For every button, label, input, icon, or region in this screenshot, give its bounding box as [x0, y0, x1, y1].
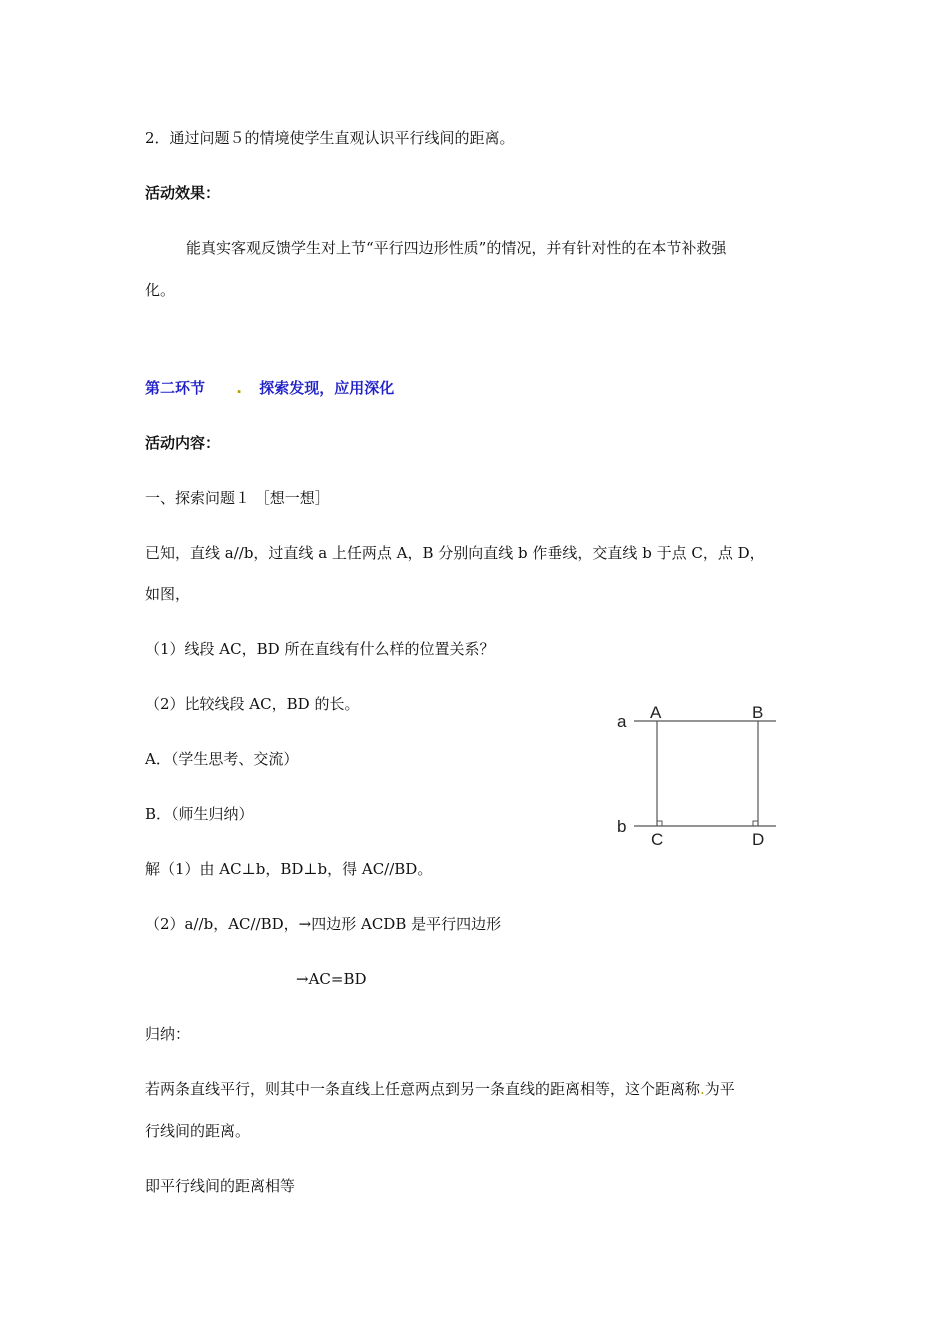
- summary-paragraph-line2: 行线间的距离。: [145, 1122, 251, 1140]
- intro-goal-2: 2．通过问题５的情境使学生直观认识平行线间的距离。: [145, 129, 515, 147]
- section2-dot: .: [236, 379, 242, 397]
- section2-title: 探索发现，应用深化: [259, 379, 395, 397]
- parallel-lines-figure: [610, 700, 790, 852]
- problem1-title: 一、探索问题１ ［想一想］: [145, 489, 330, 507]
- summary-text-a: 若两条直线平行，则其中一条直线上任意两点到另一条直线的距离相等，这个距离称: [145, 1080, 701, 1098]
- given-paragraph-line2: 如图，: [145, 585, 191, 603]
- activity-effect-heading: 活动效果：: [145, 184, 221, 202]
- summary-text-b: 为平: [704, 1080, 735, 1098]
- label-b-line: b: [617, 817, 627, 836]
- label-point-c: C: [651, 830, 664, 849]
- right-angle-d: [753, 821, 758, 826]
- label-point-a: A: [650, 703, 662, 722]
- summary-heading: 归纳：: [145, 1025, 191, 1043]
- section2-label: 第二环节: [145, 379, 206, 397]
- solution-2: （2）a//b，AC//BD，→四边形 ACDB 是平行四边形: [145, 915, 502, 933]
- label-point-b: B: [752, 703, 764, 722]
- section2-heading: [145, 378, 394, 398]
- solution-1: 解（1）由 AC⊥b，BD⊥b，得 AC//BD。: [145, 860, 433, 878]
- label-a-line: a: [617, 712, 627, 731]
- summary-paragraph-line1: [145, 1079, 735, 1099]
- solution-3: →AC=BD: [296, 970, 367, 988]
- summary-dot: .: [700, 1080, 705, 1098]
- summary-conclusion: 即平行线间的距离相等: [145, 1177, 296, 1195]
- label-point-d: D: [752, 830, 765, 849]
- activity-content-heading: 活动内容：: [145, 434, 221, 452]
- given-paragraph-line1: 已知，直线 a//b，过直线 a 上任两点 A，B 分别向直线 b 作垂线，交直线 b 于点 C，点 D，: [145, 544, 765, 562]
- activity-effect-paragraph-line2: 化。: [145, 281, 176, 299]
- step-a: A．（学生思考、交流）: [145, 750, 299, 768]
- step-b: B．（师生归纳）: [145, 805, 254, 823]
- right-angle-c: [657, 821, 662, 826]
- activity-effect-paragraph-line1: 能真实客观反馈学生对上节“平行四边形性质”的情况，并有针对性的在本节补救强: [186, 239, 727, 257]
- question-1: （1）线段 AC，BD 所在直线有什么样的位置关系？: [145, 640, 495, 658]
- question-2: （2）比较线段 AC，BD 的长。: [145, 695, 360, 713]
